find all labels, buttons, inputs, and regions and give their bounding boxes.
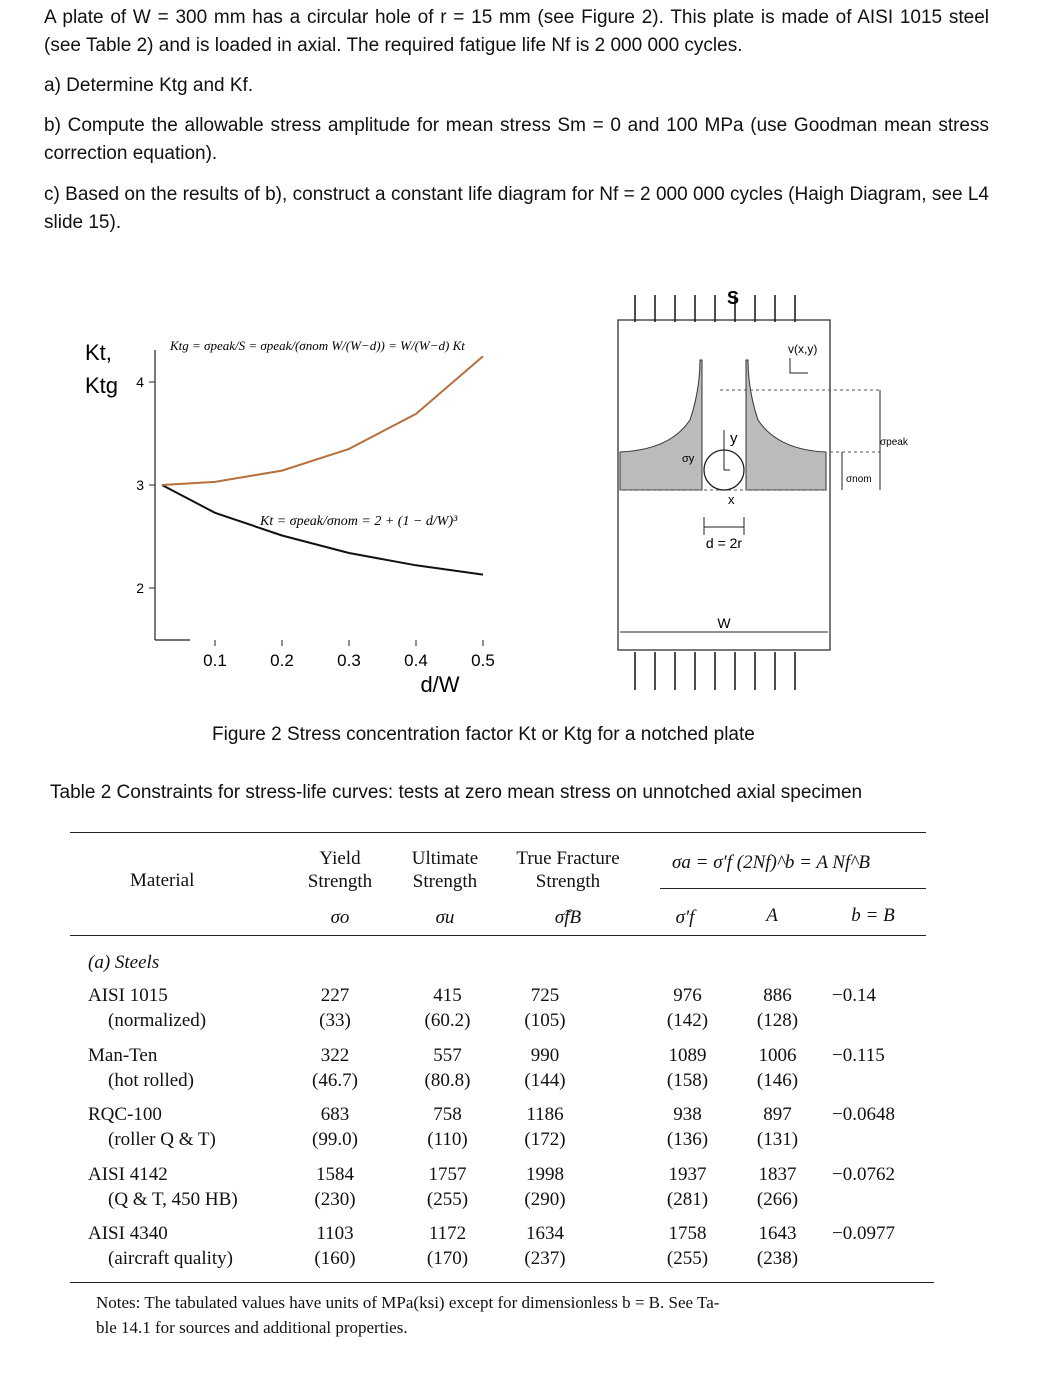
kt-equation: Kt = σpeak/σnom = 2 + (1 − d/W)³ <box>260 514 458 529</box>
cell-yield-ksi: (230) <box>314 1188 356 1210</box>
y-axis-label-ktg: Ktg <box>85 373 119 398</box>
cell-yield: 322 <box>320 1044 350 1066</box>
figure-caption: Figure 2 Stress concentration factor Kt or Ktg for a notched plate <box>212 724 755 745</box>
notched-plate-diagram <box>618 288 909 690</box>
header-A: A <box>766 905 778 926</box>
stress-distribution-left <box>620 360 702 490</box>
cell-sf: 1758 <box>668 1223 707 1244</box>
x-label: x <box>728 492 735 507</box>
x-tick-label: 0.3 <box>337 651 361 670</box>
point-label: v(x,y) <box>788 342 818 356</box>
cell-frac-ksi: (105) <box>524 1010 566 1031</box>
cell-b: −0.14 <box>832 985 876 1006</box>
material-name: AISI 4142 <box>88 1163 168 1185</box>
material-name: RQC-100 <box>88 1104 162 1125</box>
cell-sf-ksi: (158) <box>666 1069 709 1091</box>
nom-label: σnom <box>846 474 872 485</box>
cell-A-ksi: (131) <box>756 1129 799 1150</box>
problem-part-a: a) Determine Ktg and Kf. <box>44 75 254 96</box>
group-label: (a) Steels <box>88 952 160 973</box>
cell-ult: 1172 <box>428 1223 467 1244</box>
header-b: b = B <box>851 905 895 926</box>
y-label: y <box>730 430 738 447</box>
kt-curve <box>162 485 483 575</box>
y-tick-label: 4 <box>136 374 144 390</box>
table-top-rule <box>70 832 926 833</box>
cell-A-ksi: (128) <box>756 1010 799 1031</box>
material-condition: (Q & T, 450 HB) <box>108 1188 238 1210</box>
cell-ult-ksi: (80.8) <box>424 1069 471 1091</box>
cell-sf-ksi: (136) <box>666 1129 709 1150</box>
cell-sf: 1937 <box>668 1163 707 1185</box>
y-axis-label-kt: Kt, <box>85 340 112 365</box>
x-tick-label: 0.5 <box>471 651 495 670</box>
x-axis-label: d/W <box>420 672 460 697</box>
cell-frac-ksi: (144) <box>524 1069 566 1091</box>
material-name: AISI 4340 <box>88 1223 168 1244</box>
table-caption: Table 2 Constraints for stress-life curves: tests at zero mean stress on unnotched axial specimen <box>50 782 863 803</box>
cell-A: 1006 <box>758 1044 797 1066</box>
material-name: Man-Ten <box>88 1044 158 1066</box>
problem-part-c: c) Based on the results of b), construct a constant life diagram for Nf = 2 000 000 cycles (Haigh Diagram, see L4 slide 15). <box>44 184 989 233</box>
cell-frac-ksi: (172) <box>524 1129 566 1150</box>
w-label: W <box>717 615 731 631</box>
cell-yield-ksi: (46.7) <box>312 1069 358 1091</box>
cell-ult-ksi: (255) <box>426 1188 469 1210</box>
cell-yield-ksi: (33) <box>319 1010 351 1031</box>
load-label: S <box>726 288 740 308</box>
header-ult-2: Strength <box>412 871 478 892</box>
cell-ult: 1757 <box>428 1163 467 1185</box>
header-frac-1: True Fracture <box>516 848 620 869</box>
cell-A: 1643 <box>758 1223 797 1244</box>
cell-ult-ksi: (110) <box>427 1129 468 1150</box>
cell-yield: 1584 <box>316 1163 354 1185</box>
header-yield-2: Strength <box>307 871 373 892</box>
cell-frac: 990 <box>530 1044 560 1066</box>
header-material: Material <box>130 870 195 891</box>
cell-A: 897 <box>763 1104 792 1125</box>
header-ult-1: Ultimate <box>411 848 479 869</box>
header-yield-1: Yield <box>319 848 361 869</box>
header-sf: σ′f <box>675 907 695 928</box>
table-notes-line-2: ble 14.1 for sources and additional properties. <box>96 1318 408 1337</box>
cell-frac: 1634 <box>526 1223 564 1244</box>
cell-ult-ksi: (60.2) <box>424 1010 471 1031</box>
x-tick-label: 0.2 <box>270 651 294 670</box>
cell-frac: 725 <box>530 985 560 1006</box>
load-arrows-bottom <box>635 652 795 690</box>
load-arrows-top <box>635 295 795 322</box>
cell-ult: 758 <box>433 1104 462 1125</box>
sigma-y-label: σy <box>682 453 695 465</box>
material-condition: (normalized) <box>108 1010 207 1031</box>
cell-frac: 1186 <box>526 1104 564 1125</box>
header-bottom-rule <box>70 935 926 936</box>
header-yield-sym: σo <box>330 907 350 928</box>
y-tick-label: 3 <box>136 477 144 493</box>
y-tick-label: 2 <box>136 580 144 596</box>
cell-ult: 557 <box>433 1044 462 1066</box>
figure-svg <box>30 280 1030 700</box>
cell-A-ksi: (146) <box>756 1069 799 1091</box>
stress-distribution-right <box>746 360 826 490</box>
cell-yield: 683 <box>320 1104 350 1125</box>
cell-sf-ksi: (281) <box>666 1188 709 1210</box>
cell-yield-ksi: (99.0) <box>312 1129 358 1150</box>
cell-frac-ksi: (290) <box>524 1188 566 1210</box>
cell-b: −0.0648 <box>832 1104 895 1125</box>
table-bottom-rule <box>70 1282 934 1283</box>
cell-A: 1837 <box>758 1163 797 1185</box>
header-ult-sym: σu <box>435 907 455 928</box>
cell-sf-ksi: (255) <box>666 1248 709 1269</box>
cell-A-ksi: (266) <box>756 1188 799 1210</box>
kt-chart <box>85 338 495 697</box>
material-condition: (roller Q & T) <box>108 1129 216 1150</box>
problem-part-b: b) Compute the allowable stress amplitude for mean stress Sm = 0 and 100 MPa (use Goodman mean stress correction equation). <box>44 115 989 164</box>
table-notes-line-1: Notes: The tabulated values have units of MPa(ksi) except for dimensionless b = B. See Ta- <box>96 1293 720 1312</box>
cell-ult-ksi: (170) <box>426 1248 469 1269</box>
cell-sf-ksi: (142) <box>666 1010 709 1031</box>
x-tick-label: 0.1 <box>203 651 227 670</box>
x-tick-label: 0.4 <box>404 651 428 670</box>
cell-yield: 227 <box>320 985 350 1006</box>
cell-yield: 1103 <box>316 1223 354 1244</box>
material-condition: (aircraft quality) <box>108 1248 234 1269</box>
ktg-equation: Ktg = σpeak/S = σpeak/(σnom W/(W−d)) = W/(W−d) Kt <box>170 338 465 353</box>
point-axes <box>790 358 808 373</box>
cell-b: −0.115 <box>832 1044 885 1066</box>
cell-ult: 415 <box>433 985 462 1006</box>
header-frac-sym: σ̃fB <box>554 907 582 928</box>
material-condition: (hot rolled) <box>108 1069 195 1091</box>
cell-yield-ksi: (160) <box>314 1248 356 1269</box>
ktg-curve <box>162 356 483 485</box>
cell-frac-ksi: (237) <box>524 1248 566 1269</box>
header-frac-2: Strength <box>535 871 601 892</box>
cell-sf: 938 <box>673 1104 702 1125</box>
d-label: d = 2r <box>705 535 743 551</box>
cell-A-ksi: (238) <box>756 1248 799 1269</box>
material-name: AISI 1015 <box>88 985 168 1006</box>
equation-rule <box>660 888 926 889</box>
cell-frac: 1998 <box>526 1163 564 1185</box>
cell-sf: 976 <box>673 985 702 1006</box>
problem-intro: A plate of W = 300 mm has a circular hole of r = 15 mm (see Figure 2). This plate is made of AISI 1015 steel (see Table 2) and is loaded in axial. The required fatigue life Nf is 2 000 000 cycles. <box>44 7 989 56</box>
cell-b: −0.0762 <box>832 1163 895 1185</box>
peak-label: σpeak <box>880 437 908 448</box>
cell-b: −0.0977 <box>832 1223 895 1244</box>
figure-2 <box>30 280 1030 700</box>
cell-sf: 1089 <box>668 1044 707 1066</box>
header-equation: σa = σ′f (2Nf)^b = A Nf^B <box>672 852 870 873</box>
cell-A: 886 <box>763 985 792 1006</box>
